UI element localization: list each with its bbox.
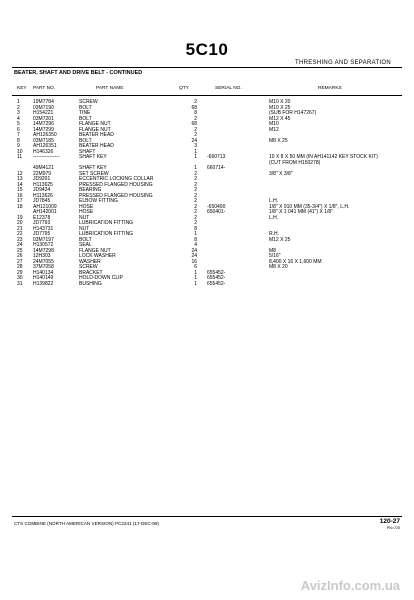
quantity-cell: 2 bbox=[194, 99, 197, 105]
part-name-cell: BOLT bbox=[79, 137, 92, 144]
part-name-cell: BEATER HEAD bbox=[79, 132, 114, 138]
column-header-serial-no: SERIAL NO. bbox=[215, 86, 242, 91]
remarks-cell: 8,400 X 16 X 1,600 MM bbox=[269, 258, 322, 265]
key-cell: 29 bbox=[17, 269, 23, 276]
quantity-cell: 2 bbox=[194, 192, 197, 199]
part-number-cell: 49M4121 bbox=[33, 165, 54, 171]
key-cell: 30 bbox=[17, 275, 23, 281]
quantity-cell: 24 bbox=[191, 137, 197, 144]
column-header-part-no: PART NO. bbox=[33, 86, 56, 91]
key-cell: 7 bbox=[17, 132, 20, 138]
remarks-cell: 5/16" bbox=[269, 253, 281, 259]
key-cell: 21 bbox=[17, 225, 23, 232]
remarks-cell: M8 X 20 bbox=[269, 264, 288, 270]
serial-number-cell: -660713 bbox=[207, 154, 226, 160]
part-number-cell: JD7793 bbox=[33, 220, 51, 226]
part-number-cell: H139822 bbox=[33, 280, 54, 287]
part-number-cell: 24M7055 bbox=[33, 258, 54, 265]
quantity-cell: 68 bbox=[191, 121, 197, 127]
part-name-cell: PRESSED FLANGED HOUSING bbox=[79, 181, 153, 188]
part-number-cell: JD9434 bbox=[33, 187, 51, 193]
column-header-rule bbox=[12, 95, 402, 96]
part-name-cell: BRACKET bbox=[79, 269, 103, 276]
part-number-cell: 03M7185 bbox=[33, 137, 54, 144]
column-header-key: KEY bbox=[17, 86, 27, 91]
key-cell: 10 bbox=[17, 148, 23, 155]
column-header-part-name: PART NAME bbox=[96, 86, 124, 91]
header-rule bbox=[12, 67, 402, 68]
quantity-cell: 24 bbox=[191, 253, 197, 259]
key-cell: 16 bbox=[17, 192, 23, 199]
key-cell: 12 bbox=[17, 170, 23, 177]
key-cell: 9 bbox=[17, 143, 20, 149]
part-name-cell: HOSE bbox=[79, 209, 94, 215]
key-cell: 26 bbox=[17, 253, 23, 259]
part-number-cell: H130572 bbox=[33, 242, 54, 248]
part-number-cell: ---------------- bbox=[33, 154, 60, 160]
quantity-cell: 2 bbox=[194, 198, 197, 204]
part-number-cell: H143731 bbox=[33, 225, 54, 232]
part-name-cell: BOLT bbox=[79, 236, 92, 243]
part-name-cell: FLANGE NUT bbox=[79, 121, 111, 127]
quantity-cell: 8 bbox=[194, 225, 197, 232]
key-cell: 6 bbox=[17, 126, 20, 133]
part-name-cell: LOCK WASHER bbox=[79, 253, 116, 259]
key-cell: 15 bbox=[17, 187, 23, 193]
part-number-cell: 03M7197 bbox=[33, 236, 54, 243]
key-cell: 28 bbox=[17, 264, 23, 270]
part-name-cell: TINE bbox=[79, 110, 91, 116]
serial-number-cell: -650400 bbox=[207, 203, 226, 210]
part-name-cell: NUT bbox=[79, 214, 90, 221]
part-number-cell: AH121009 bbox=[33, 203, 57, 210]
key-cell: 23 bbox=[17, 236, 23, 243]
remarks-cell: M8 bbox=[269, 247, 276, 254]
key-cell: 3 bbox=[17, 110, 20, 116]
quantity-cell: 1 bbox=[194, 231, 197, 237]
remarks-cell: M12 X 45 bbox=[269, 115, 291, 122]
serial-number-cell: 660714- bbox=[207, 165, 226, 171]
key-cell: 25 bbox=[17, 247, 23, 254]
remarks-cell bbox=[269, 282, 389, 288]
part-number-cell: 14M7296 bbox=[33, 121, 54, 127]
quantity-cell: 2 bbox=[194, 220, 197, 226]
serial-number-cell: 650401- bbox=[207, 209, 226, 215]
part-number-cell: 03M7201 bbox=[33, 115, 54, 122]
remarks-cell: 1/8" X 1 041 MM (41") X 1/8" bbox=[269, 209, 333, 215]
footer-rule bbox=[12, 516, 402, 517]
quantity-cell: 6 bbox=[194, 264, 197, 270]
parts-table-body bbox=[17, 100, 389, 287]
part-name-cell: SHAFT KEY bbox=[79, 165, 107, 171]
key-cell: 4 bbox=[17, 115, 20, 122]
part-name-cell: LUBRICATION FITTING bbox=[79, 231, 134, 237]
remarks-cell: L.H. bbox=[269, 214, 279, 221]
footer-page-number: 120-27 bbox=[379, 518, 400, 525]
key-cell: 8 bbox=[17, 137, 20, 144]
quantity-cell: 1 bbox=[194, 165, 197, 171]
remarks-cell: R.H. bbox=[269, 231, 279, 237]
part-number-cell: AH126350 bbox=[33, 132, 57, 138]
key-cell: 22 bbox=[17, 231, 23, 237]
quantity-cell: 1 bbox=[194, 154, 197, 160]
remarks-cell: M12 bbox=[269, 126, 279, 133]
part-name-cell: BEARING bbox=[79, 187, 102, 193]
column-header-remarks: REMARKS bbox=[318, 86, 342, 91]
key-cell: 1 bbox=[17, 99, 20, 105]
part-number-cell: 19M7784 bbox=[33, 99, 54, 105]
parts-table bbox=[17, 100, 389, 287]
part-number-cell: H113625 bbox=[33, 181, 53, 188]
part-name-cell: SHAFT bbox=[79, 148, 96, 155]
part-number-cell: H140134 bbox=[33, 269, 54, 276]
key-cell: 14 bbox=[17, 181, 23, 188]
key-cell: 5 bbox=[17, 121, 20, 127]
quantity-cell: 1 bbox=[194, 148, 197, 155]
part-name-cell: HOSE bbox=[79, 203, 94, 210]
footer-sub-code: PN=725 bbox=[386, 526, 400, 530]
remarks-cell: 10 X 8 X 50 MM (IN AH141142 KEY STOCK KIT) bbox=[269, 154, 378, 160]
quantity-cell: 2 bbox=[194, 209, 197, 215]
part-name-cell: SEAL bbox=[79, 242, 92, 248]
page-subtitle: BEATER, SHAFT AND DRIVE BELT - CONTINUED bbox=[14, 70, 143, 76]
key-cell: 27 bbox=[17, 258, 23, 265]
part-number-cell: 37M7058 bbox=[33, 264, 54, 270]
footer-document-info: CTS COMBINE (NORTH AMERICAN VERSION) PC2341 (17-DEC-99) bbox=[14, 521, 159, 526]
quantity-cell: 3 bbox=[194, 143, 197, 149]
part-number-cell: 03M7190 bbox=[33, 104, 54, 111]
part-name-cell: FLANGE NUT bbox=[79, 126, 111, 133]
part-name-cell: BEATER HEAD bbox=[79, 143, 114, 149]
quantity-cell: 1 bbox=[194, 280, 197, 287]
part-name-cell: SCREW bbox=[79, 264, 98, 270]
part-number-cell: JD7795 bbox=[33, 231, 51, 237]
key-cell: 11 bbox=[17, 154, 23, 160]
key-cell: 2 bbox=[17, 104, 20, 111]
quantity-cell: 2 bbox=[194, 187, 197, 193]
part-name-cell: SCREW bbox=[79, 99, 98, 105]
part-number-cell: 22M979 bbox=[33, 170, 52, 177]
part-number-cell: 14M7299 bbox=[33, 126, 54, 133]
part-name-cell: BOLT bbox=[79, 104, 92, 111]
part-number-cell: H140149 bbox=[33, 275, 54, 281]
quantity-cell: 2 bbox=[194, 115, 197, 122]
remarks-cell: M10 bbox=[269, 121, 279, 127]
quantity-cell: 16 bbox=[191, 258, 197, 265]
quantity-cell: 8 bbox=[194, 110, 197, 116]
quantity-cell: 4 bbox=[194, 242, 197, 248]
quantity-cell: 2 bbox=[194, 132, 197, 138]
part-name-cell: SHAFT KEY bbox=[79, 154, 107, 160]
quantity-cell: 2 bbox=[194, 203, 197, 210]
remarks-cell: 1/8" X 910 MM (35-3/4") X 1/8", L.H. bbox=[269, 203, 350, 210]
part-name-cell: WASHER bbox=[79, 258, 101, 265]
part-name-cell: LUBRICATION FITTING bbox=[79, 220, 134, 226]
part-name-cell: BOLT bbox=[79, 115, 92, 122]
key-cell: 13 bbox=[17, 176, 23, 182]
serial-number-cell: 655452- bbox=[207, 269, 226, 276]
quantity-cell: 2 bbox=[194, 176, 197, 182]
part-number-cell: H146326 bbox=[33, 148, 54, 155]
part-name-cell: FLANGE NUT bbox=[79, 247, 111, 254]
key-cell: 18 bbox=[17, 203, 23, 210]
quantity-cell: 68 bbox=[191, 104, 197, 111]
part-number-cell: AH126351 bbox=[33, 143, 57, 149]
part-number-cell: 14M7298 bbox=[33, 247, 54, 254]
part-name-cell: ECCENTRIC LOCKING COLLAR bbox=[79, 176, 154, 182]
quantity-cell: 2 bbox=[194, 181, 197, 188]
remarks-cell: M10 X 25 bbox=[269, 104, 291, 111]
quantity-cell: 24 bbox=[191, 247, 197, 254]
remarks-cell: (CUT FROM H150278) bbox=[269, 159, 321, 166]
watermark: AvizInfo.com.ua bbox=[300, 578, 400, 593]
page-code: 5C10 bbox=[185, 40, 229, 59]
remarks-cell: 3/8" X 3/8" bbox=[269, 170, 293, 177]
part-number-cell: H154221 bbox=[33, 110, 54, 116]
quantity-cell: 8 bbox=[194, 236, 197, 243]
quantity-cell: 2 bbox=[194, 214, 197, 221]
remarks-cell: M8 X 25 bbox=[269, 137, 288, 144]
quantity-cell: 1 bbox=[194, 269, 197, 276]
part-name-cell: PRESSED FLANGED HOUSING bbox=[79, 192, 153, 199]
quantity-cell: 1 bbox=[194, 275, 197, 281]
remarks-cell: M10 X 20 bbox=[269, 99, 291, 105]
part-name-cell: BUSHING bbox=[79, 280, 102, 287]
remarks-cell: M12 X 25 bbox=[269, 236, 291, 243]
part-number-cell: E12378 bbox=[33, 214, 51, 221]
remarks-cell: (SUB FOR H147267) bbox=[269, 110, 317, 116]
part-name-cell: SET SCREW bbox=[79, 170, 109, 177]
section-name: THRESHING AND SEPARATION bbox=[295, 60, 391, 66]
key-cell: 17 bbox=[17, 198, 23, 204]
key-cell: 31 bbox=[17, 280, 23, 287]
serial-number-cell: 655452- bbox=[207, 280, 226, 287]
part-number-cell: JD9201 bbox=[33, 176, 51, 182]
remarks-cell: L.H. bbox=[269, 198, 279, 204]
part-name-cell: NUT bbox=[79, 225, 90, 232]
part-number-cell: AH142001 bbox=[33, 209, 57, 215]
quantity-cell: 2 bbox=[194, 126, 197, 133]
part-name-cell: ELBOW FITTING bbox=[79, 198, 118, 204]
part-number-cell: JD7845 bbox=[33, 198, 51, 204]
table-row bbox=[17, 282, 389, 288]
key-cell: 24 bbox=[17, 242, 23, 248]
part-number-cell: H113626 bbox=[33, 192, 53, 199]
quantity-cell: 2 bbox=[194, 170, 197, 177]
part-name-cell: HOLD-DOWN CLIP bbox=[79, 275, 123, 281]
part-number-cell: 12H303 bbox=[33, 253, 51, 259]
key-cell: 19 bbox=[17, 214, 23, 221]
column-header-qty: QTY bbox=[179, 86, 189, 91]
key-cell: 20 bbox=[17, 220, 23, 226]
serial-number-cell: 655452- bbox=[207, 275, 226, 281]
